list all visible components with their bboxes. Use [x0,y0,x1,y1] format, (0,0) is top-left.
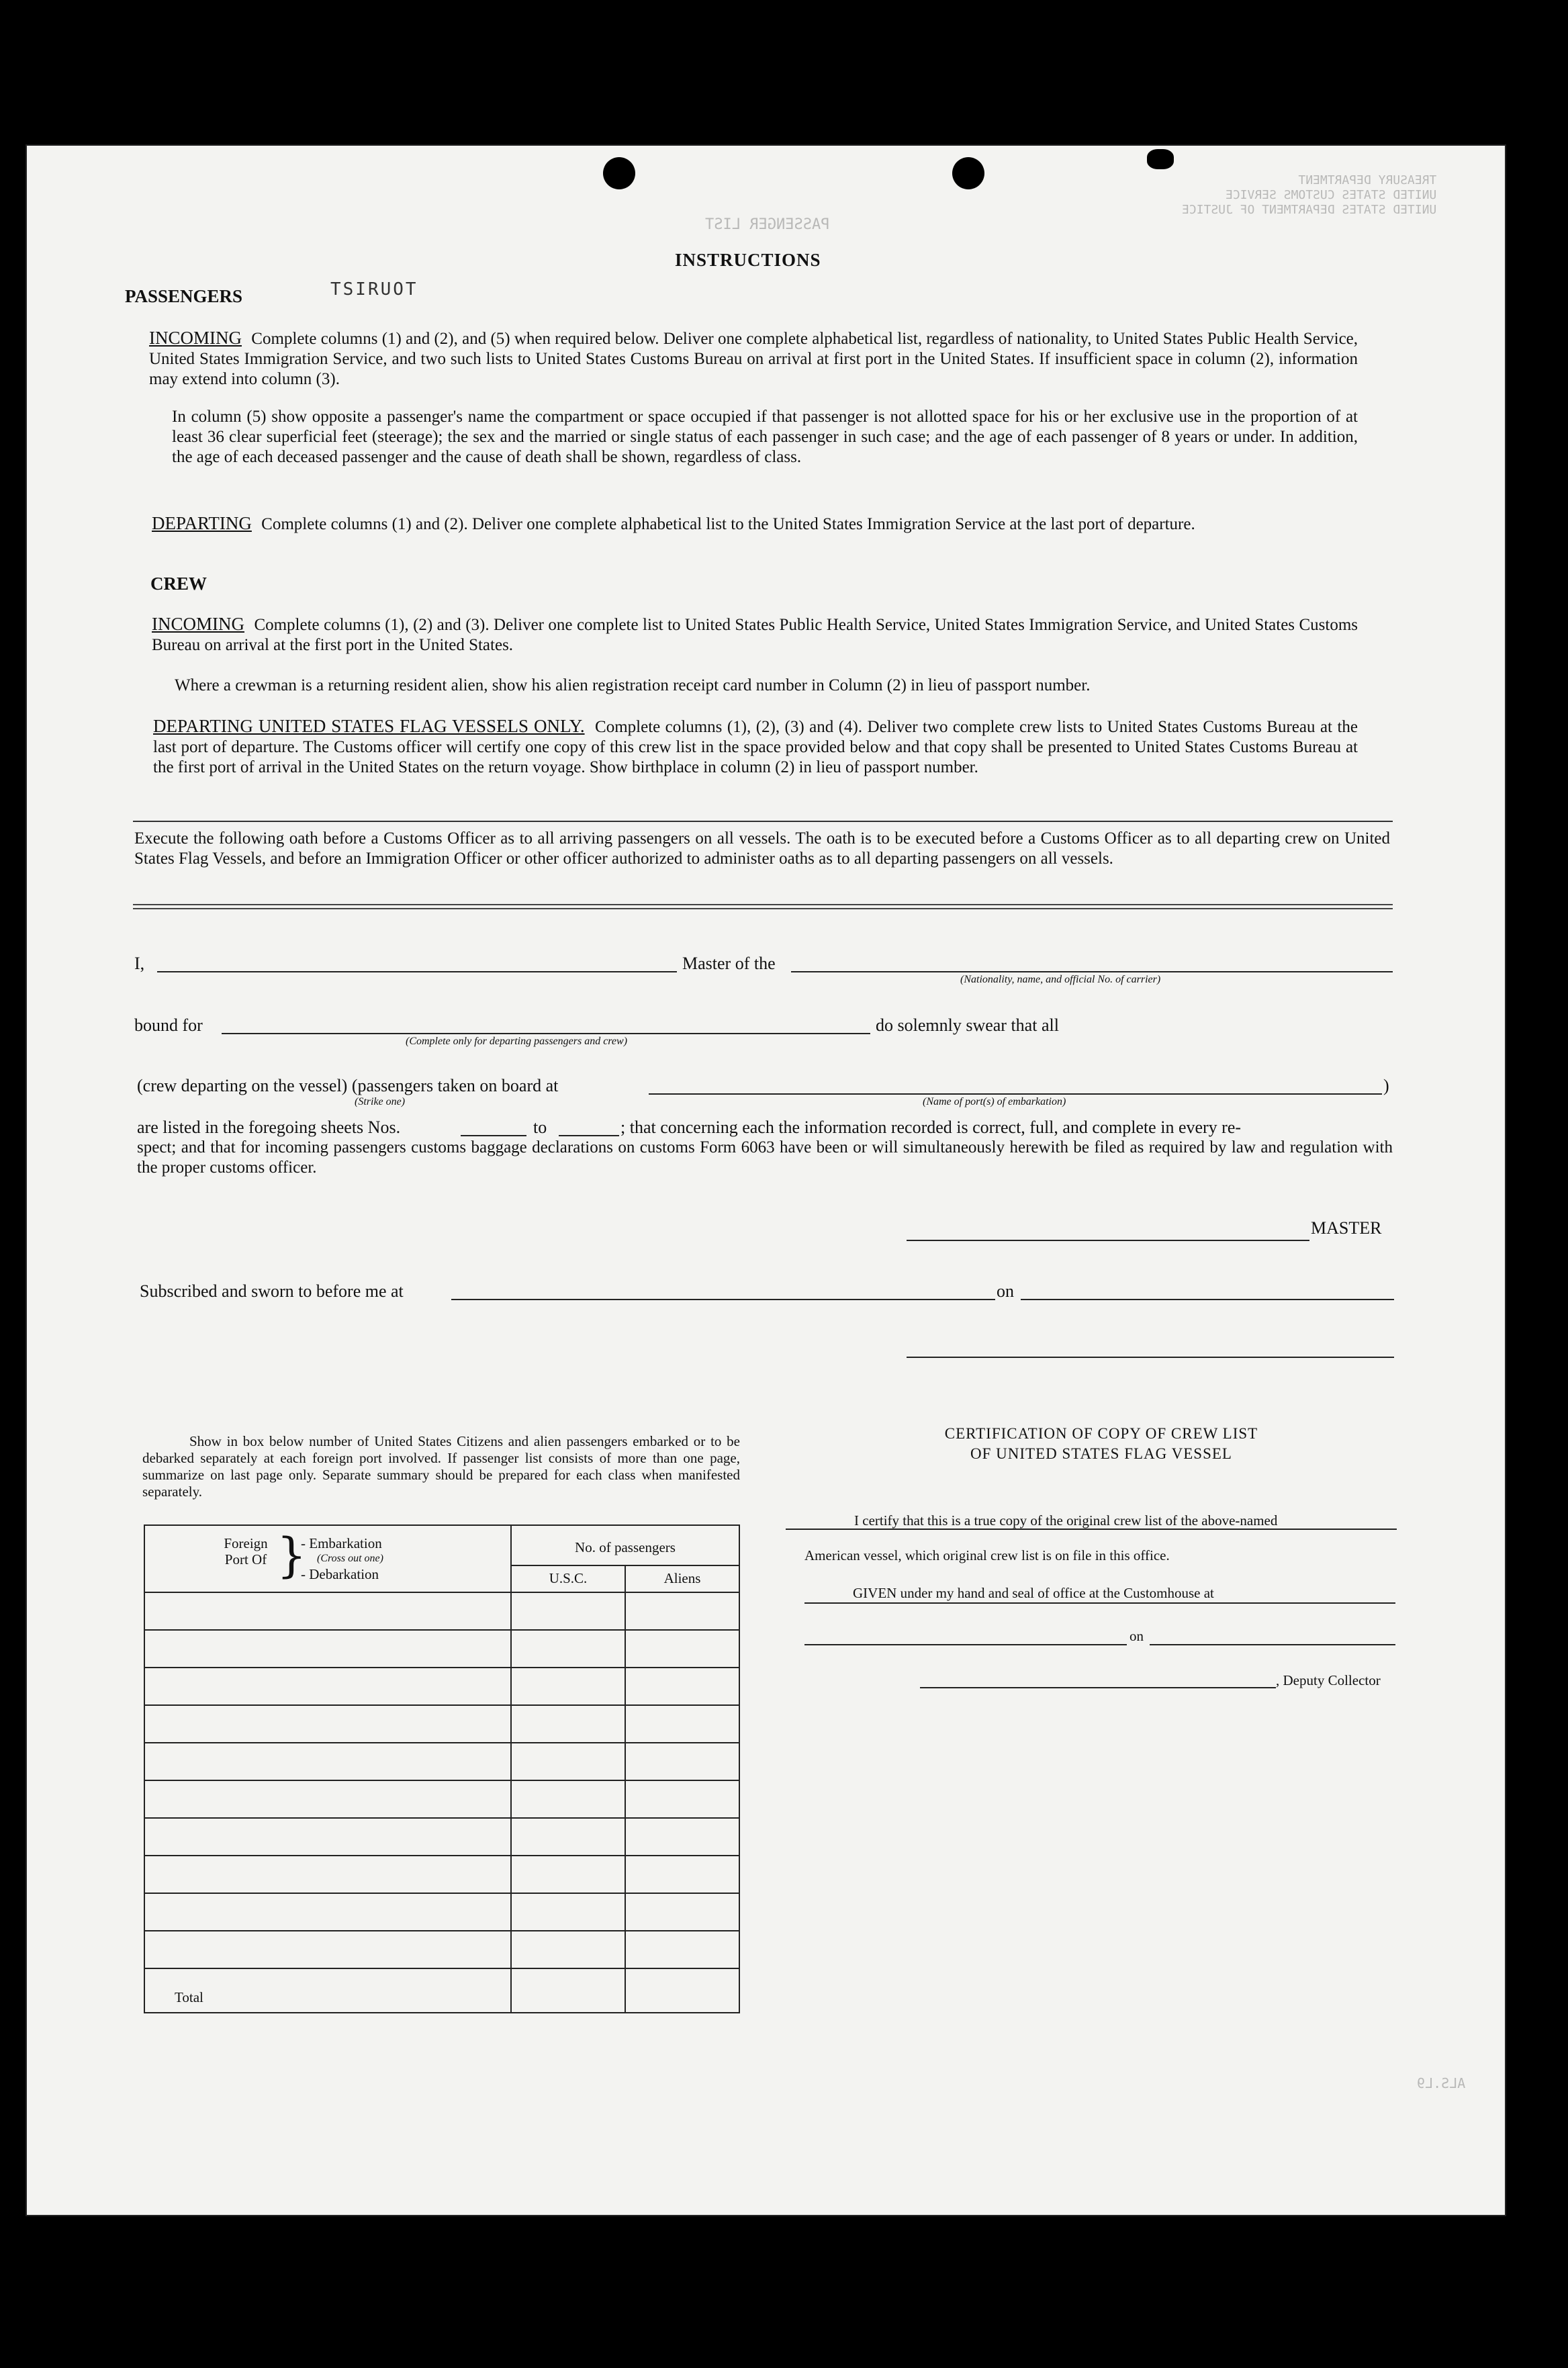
deputy-signature-field[interactable] [920,1687,1276,1688]
certify-text-1: I certify that this is a true copy of the original crew list of the above-named [854,1512,1278,1529]
foreign-port-of-label: Foreign Port Of [224,1535,268,1567]
master-signature-field[interactable] [907,1240,1309,1241]
officer-signature-field[interactable] [907,1357,1394,1358]
double-divider [133,904,1393,909]
complete-only-caption: (Complete only for departing passengers and crew) [406,1036,628,1047]
listed-respect: spect; and that for incoming passengers customs baggage declarations on customs Form 6063 have been or will simultaneously herewith be filed as required by law and regulation with the proper customs officer. [137,1138,1393,1177]
certify-date-field[interactable] [1150,1644,1395,1645]
port-cell[interactable] [144,1743,511,1780]
incoming-passengers-lead: INCOMING [149,328,242,348]
passenger-count-header-cell [511,1525,739,1592]
incoming-passengers-instructions [149,328,1358,390]
carrier-field[interactable] [791,971,1393,972]
master-name-field[interactable] [157,971,677,972]
crewman-alien-instructions: Where a crewman is a returning resident alien, show his alien registration receipt card number in Column (2) in lieu of passport number. [175,676,1091,694]
no-of-passengers-label: No. of passengers [575,1539,676,1555]
bleed-through-text: TREASURY DEPARTMENT UNITED STATES CUSTOMS SERVICE UNITED STATES DEPARTMENT OF JUSTICE [1182,173,1437,217]
to-label: to [533,1118,547,1137]
usc-cell[interactable] [511,1931,625,1968]
bleed-through-list-heading: PASSENGER LIST [705,216,830,233]
usc-cell[interactable] [511,1818,625,1856]
port-cell[interactable] [144,1856,511,1893]
deputy-collector-label: , Deputy Collector [1276,1672,1381,1688]
incoming-crew-text: Complete columns (1), (2) and (3). Deliver one complete list to United States Public Health Service, United States Immigration Service, and United States Customs Bureau on arrival at the first port in the United States. [152,616,1358,654]
listed-continued: ; that concerning each the information recorded is correct, full, and complete in every re- [620,1118,1242,1137]
aliens-cell[interactable] [625,1780,739,1818]
subscribed-label: Subscribed and sworn to before me at [140,1281,404,1301]
strike-one-caption: (Strike one) [355,1096,406,1107]
certify-place-field[interactable] [804,1644,1127,1645]
aliens-cell[interactable] [625,1668,739,1705]
solemnly-swear-label: do solemnly swear that all [876,1015,1059,1035]
aliens-cell[interactable] [625,1630,739,1668]
port-cell[interactable] [144,1668,511,1705]
summary-instructions: Show in box below number of United States Citizens and alien passengers embarked or to be debarked separately at each foreign port involved. If passenger list consists of more than one page, summarize on last page only. Separate summary should be prepared for each class when manifested separately. [142,1433,740,1500]
departing-crew-text: Complete columns (1), (2), (3) and (4). Deliver two complete crew lists to United States Customs Bureau at the last port of departure. The Customs officer will certify one copy of this crew list in the space provided below and that copy shall be presented to United States Customs Bureau at the first port of arrival in the United States on the return voyage. Show birthplace in column (2) in lieu of passport number. [153,718,1358,776]
usc-cell[interactable] [511,1780,625,1818]
port-cell[interactable] [144,1893,511,1931]
departing-crew-lead: DEPARTING UNITED STATES FLAG VESSELS ONLY. [153,716,585,736]
aliens-cell[interactable] [625,1818,739,1856]
sworn-on-field[interactable] [1021,1299,1394,1300]
bound-for-field[interactable] [222,1033,870,1034]
departing-passengers-lead: DEPARTING [152,513,252,533]
torn-corner-mark [1147,149,1174,169]
master-of-the-label: Master of the [682,954,776,973]
port-cell[interactable] [144,1630,511,1668]
ports-of-embarkation-field[interactable] [649,1093,1382,1095]
certify-on-label: on [1129,1628,1144,1644]
departing-passengers-text: Complete columns (1) and (2). Deliver one complete alphabetical list to the United States Immigration Service at the last port of departure. [261,515,1195,533]
aliens-column-header: Aliens [663,1570,701,1586]
crew-label: CREW [150,574,207,594]
usc-column-header: U.S.C. [549,1570,588,1586]
usc-cell[interactable] [511,1743,625,1780]
sworn-at-field[interactable] [451,1299,995,1300]
total-label-cell [144,1968,511,2013]
passengers-label: PASSENGERS [125,286,243,306]
oath-i-label: I, [134,954,145,973]
debarkation-option[interactable]: - Debarkation [301,1566,379,1582]
aliens-cell[interactable] [625,1893,739,1931]
customhouse-field[interactable] [804,1602,1395,1604]
aliens-cell[interactable] [625,1592,739,1630]
class-stamp: TSIRUOT [330,279,418,300]
punch-hole-right [952,157,984,189]
port-cell[interactable] [144,1705,511,1743]
port-cell[interactable] [144,1592,511,1630]
usc-cell[interactable] [511,1705,625,1743]
close-paren: ) [1383,1076,1389,1095]
port-type-header-cell [144,1525,511,1592]
departing-crew-instructions [153,716,1358,778]
master-label: MASTER [1311,1218,1382,1238]
brace-icon: } [277,1528,307,1583]
usc-cell[interactable] [511,1856,625,1893]
usc-cell[interactable] [511,1630,625,1668]
certify-underline [786,1529,1397,1530]
aliens-cell[interactable] [625,1931,739,1968]
given-text: GIVEN under my hand and seal of office at the Customhouse at [853,1585,1214,1601]
punch-hole-left [603,157,635,189]
aliens-total-cell[interactable] [625,1968,739,2013]
aliens-cell[interactable] [625,1705,739,1743]
certification-title-2: OF UNITED STATES FLAG VESSEL [970,1445,1232,1462]
instructions-title: INSTRUCTIONS [675,250,821,270]
bleed-through-archive-stamp: ALS.L9 [1417,2075,1466,2091]
total-label: Total [175,1989,203,2005]
incoming-crew-lead: INCOMING [152,614,244,634]
usc-total-cell[interactable] [511,1968,625,2013]
name-of-ports-caption: (Name of port(s) of embarkation) [923,1096,1066,1107]
sheet-to-field[interactable] [559,1135,619,1136]
departing-passengers-instructions [152,513,1358,535]
cross-out-one-caption: (Cross out one) [317,1553,383,1564]
certify-text-2: American vessel, which original crew list is on file in this office. [804,1547,1170,1563]
port-cell[interactable] [144,1931,511,1968]
crew-departing-label: (crew departing on the vessel) (passengers taken on board at [137,1076,559,1095]
incoming-crew-instructions [152,614,1358,655]
sheet-from-field[interactable] [461,1135,526,1136]
incoming-passengers-text: Complete columns (1) and (2), and (5) when required below. Deliver one complete alphabetical list, regardless of nationality, to United States Public Health Service, United States Immigration Service, and two such lists to United States Customs Bureau on arrival at first port in the United States. If insufficient space in column (2), information may extend into column (3). [149,330,1358,388]
passenger-summary-table [144,1524,740,2013]
usc-cell[interactable] [511,1668,625,1705]
embarkation-option[interactable]: - Embarkation [301,1535,382,1551]
port-cell[interactable] [144,1818,511,1856]
certification-title-1: CERTIFICATION OF COPY OF CREW LIST [944,1425,1258,1442]
column5-instructions: In column (5) show opposite a passenger's name the compartment or space occupied if that passenger is not allotted space for his or her exclusive use in the proportion of at least 36 clear superficial feet (steerage); the sex and the married or single status of each passenger in such case; and the age of each passenger of 8 years or under. In addition, the age of each deceased passenger and the cause of death shall be shown, regardless of class. [172,408,1358,466]
listed-sheets-label: are listed in the foregoing sheets Nos. [137,1118,401,1137]
port-cell[interactable] [144,1780,511,1818]
oath-intro: Execute the following oath before a Customs Officer as to all arriving passengers on all vessels. The oath is to be executed before a Customs Officer as to all departing crew on United States Flag Vessels, and before an Immigration Officer or other officer authorized to administer oaths as to all departing passengers on all vessels. [134,829,1390,868]
nationality-caption: (Nationality, name, and official No. of carrier) [960,974,1161,985]
bound-for-label: bound for [134,1015,203,1035]
divider-line [133,821,1393,822]
sworn-on-label: on [997,1281,1014,1301]
aliens-cell[interactable] [625,1743,739,1780]
aliens-cell[interactable] [625,1856,739,1893]
usc-cell[interactable] [511,1893,625,1931]
usc-cell[interactable] [511,1592,625,1630]
